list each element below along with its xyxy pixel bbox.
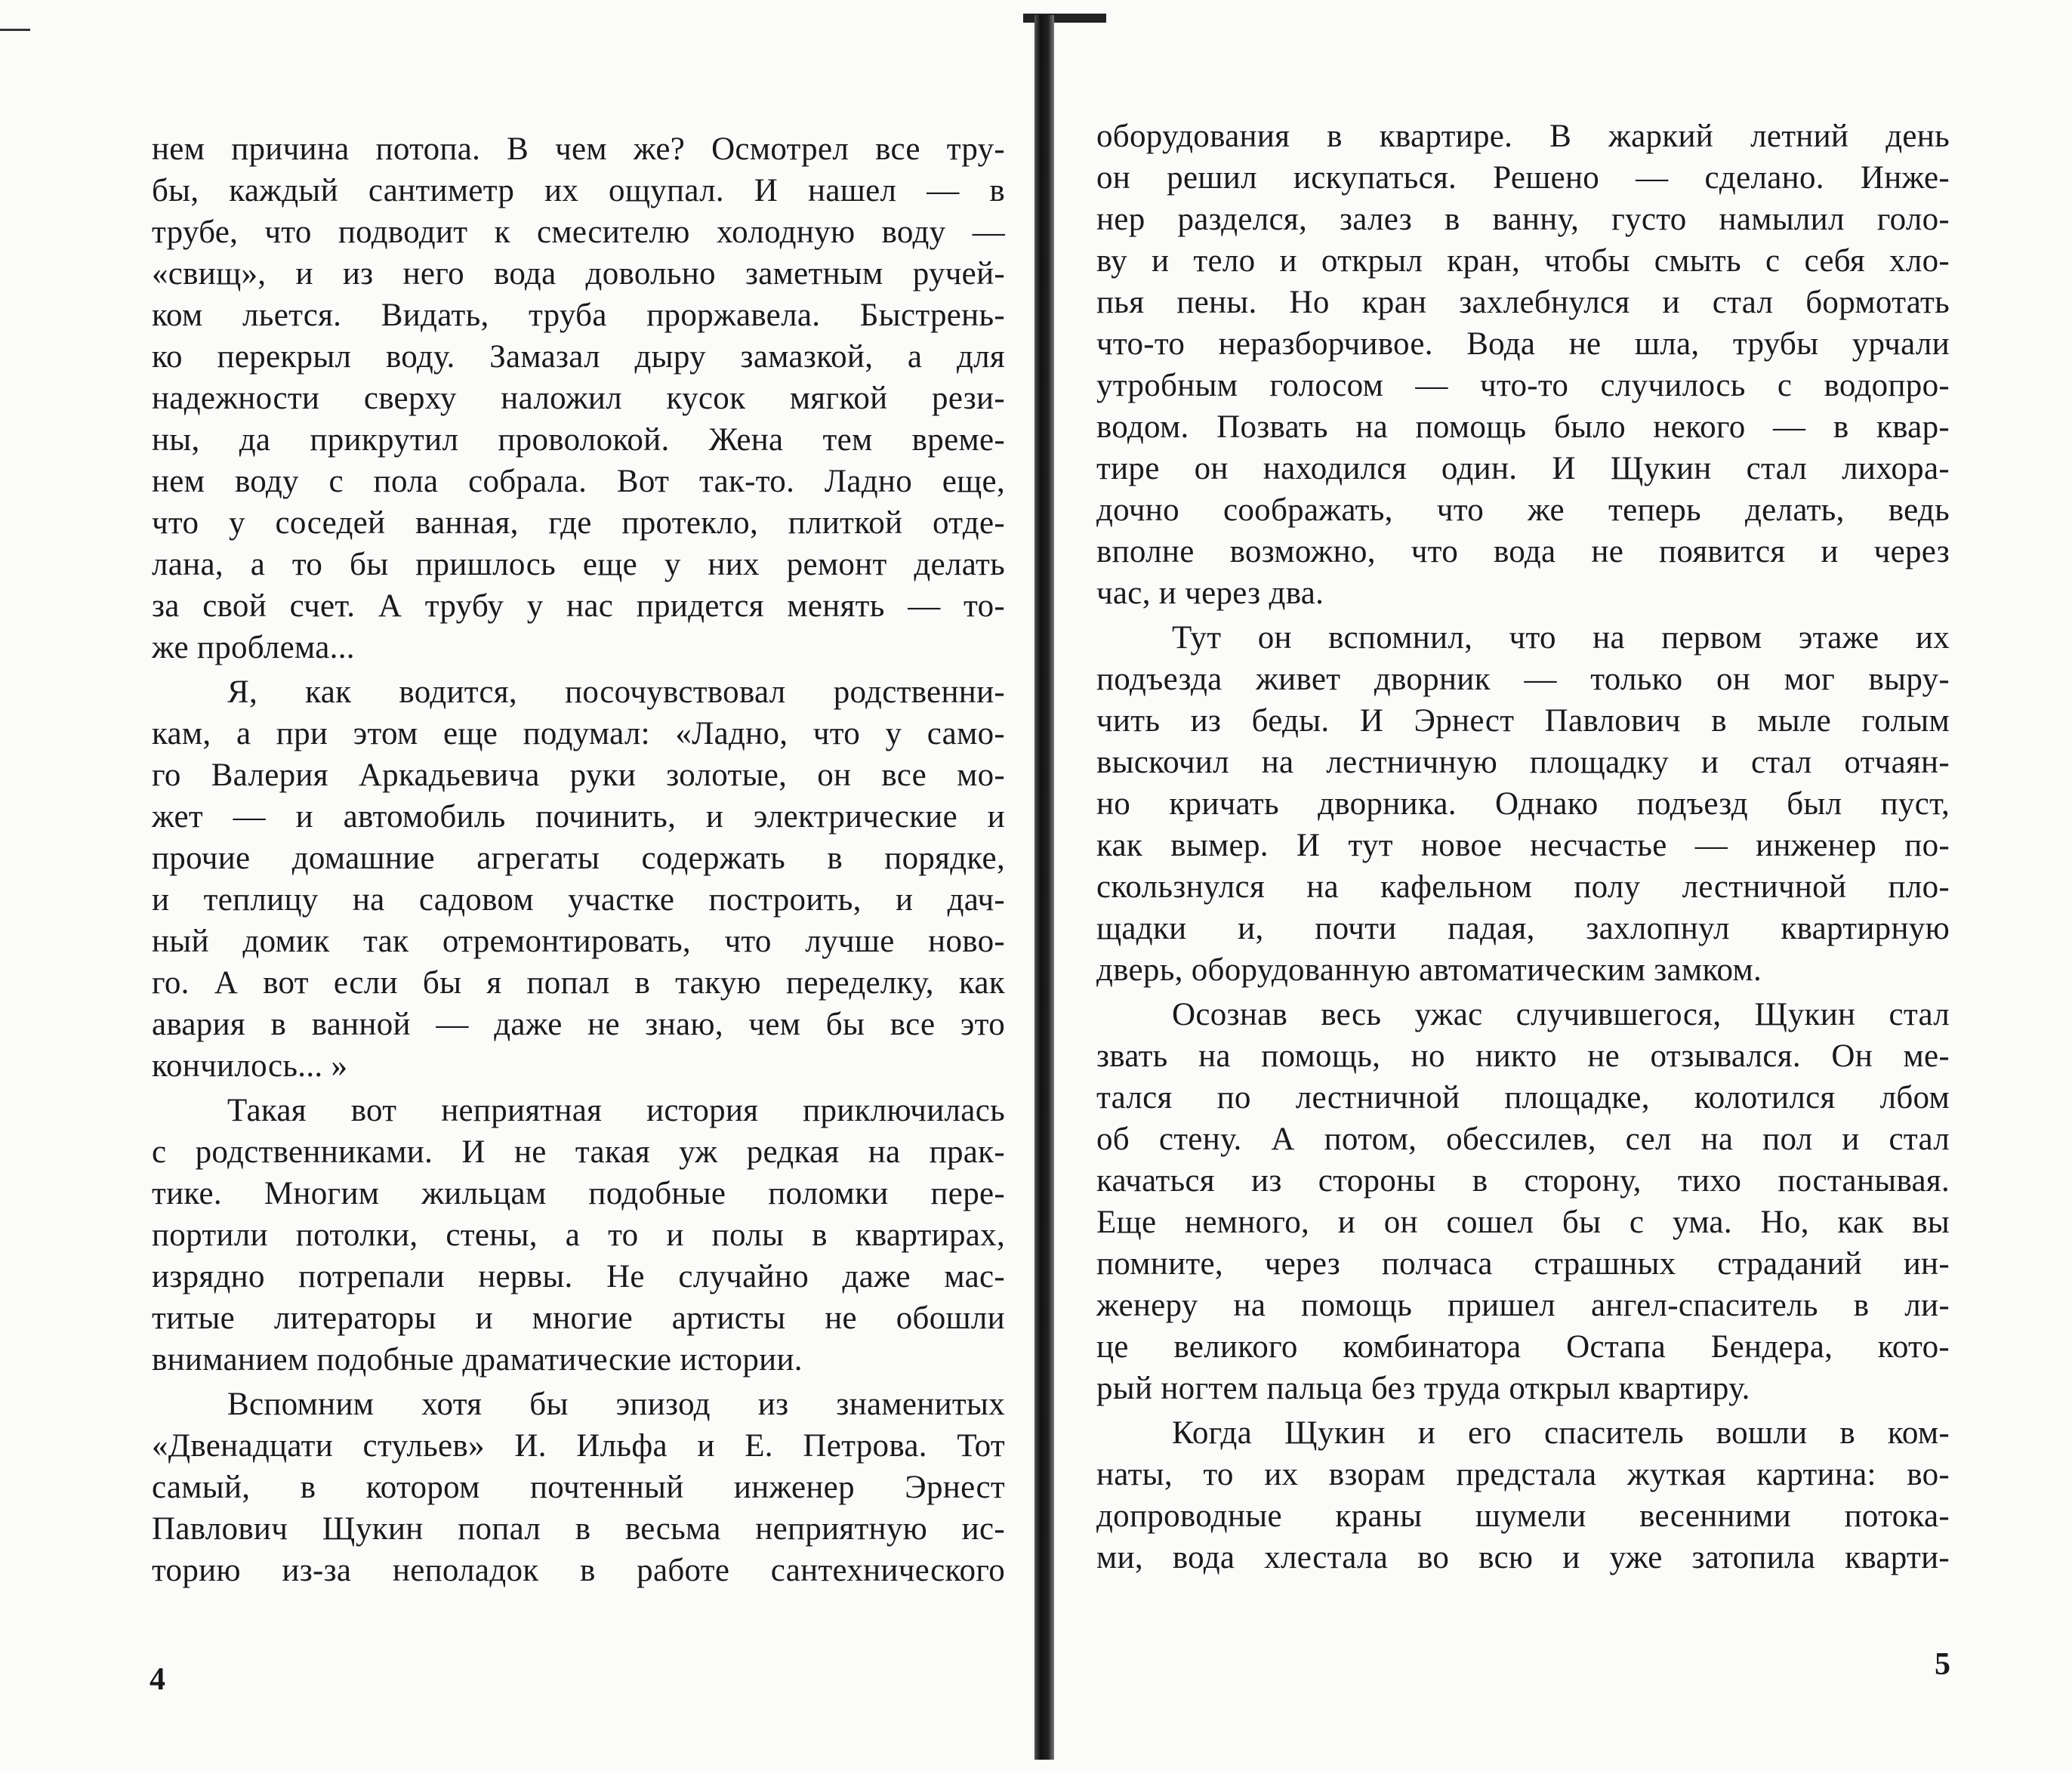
page-number-left: 4 [150, 1662, 165, 1697]
text-line: бы, каждый сантиметр их ощупал. И нашел — в [152, 173, 1005, 208]
text-line: Вспомним хотя бы эпизод из знаменитых [227, 1387, 1005, 1422]
text-line: прочие домашние агрегаты содержать в порядке, [152, 841, 1005, 876]
text-line: ный домик так отремонтировать, что лучше ново- [152, 924, 1005, 959]
text-line: Осознав весь ужас случившегося, Щукин стал [1172, 997, 1950, 1032]
text-line: го Валерия Аркадьевича руки золотые, он все мо- [152, 757, 1005, 793]
paragraph [152, 671, 1005, 1087]
text-line: Когда Щукин и его спаситель вошли в ком- [1172, 1415, 1950, 1451]
text-line: допроводные краны шумели весенними потока- [1096, 1498, 1950, 1534]
text-line: дверь, оборудованную автоматическим замком. [1096, 952, 1762, 988]
text-line: и теплицу на садовом участке построить, и дач- [152, 882, 1005, 918]
text-line: щадки и, почти падая, захлопнул квартирную [1096, 911, 1950, 946]
text-line: наты, то их взорам предстала жуткая картина: во- [1096, 1457, 1950, 1492]
text-line: портили потолки, стены, а то и полы в квартирах, [152, 1217, 1005, 1253]
text-line: це великого комбинатора Остапа Бендера, кото- [1096, 1329, 1950, 1365]
text-line: жет — и автомобиль починить, и электрические и [152, 799, 1005, 835]
paragraph [1096, 994, 1950, 1409]
text-line: но кричать дворника. Однако подъезд был пуст, [1096, 786, 1950, 822]
text-line: «свищ», и из него вода довольно заметным ручей- [152, 256, 1005, 292]
paragraph [1096, 617, 1950, 991]
text-line: го. А вот если бы я попал в такую переделку, как [152, 965, 1005, 1001]
text-line: авария в ванной — даже не знаю, чем бы все это [152, 1007, 1005, 1042]
paragraph [1096, 1412, 1950, 1578]
text-line: утробным голосом — что-то случилось с водопро- [1096, 368, 1950, 403]
text-line: Такая вот неприятная история приключилась [227, 1093, 1005, 1128]
page-number-right: 5 [1935, 1647, 1950, 1682]
text-line: Еще немного, и он сошел бы с ума. Но, как вы [1096, 1205, 1950, 1240]
text-line: ми, вода хлестала во всю и уже затопила кварти- [1096, 1540, 1950, 1575]
text-line: дочно соображать, что же теперь делать, ведь [1096, 492, 1950, 528]
text-line: ву и тело и открыл кран, чтобы смыть с себя хло- [1096, 243, 1950, 279]
text-line: пья пены. Но кран захлебнулся и стал бормотать [1096, 285, 1950, 320]
text-line: подъезда живет дворник — только он мог выру- [1096, 662, 1950, 697]
paragraph [1096, 116, 1950, 614]
text-line: тался по лестничной площадке, колотился лбом [1096, 1080, 1950, 1115]
left-page-text [152, 128, 1005, 1594]
text-line: час, и через два. [1096, 575, 1324, 611]
text-line: с родственниками. И не такая уж редкая на прак- [152, 1134, 1005, 1170]
text-line: нем воду с пола собрала. Вот так-то. Ладно еще, [152, 464, 1005, 499]
text-line: кончилось... » [152, 1048, 348, 1084]
text-line: качаться из стороны в сторону, тихо постанывая. [1096, 1163, 1950, 1199]
text-line: нем причина потопа. В чем же? Осмотрел все тру- [152, 131, 1005, 167]
text-line: звать на помощь, но никто не отзывался. Он ме- [1096, 1038, 1950, 1074]
text-line: «Двенадцати стульев» И. Ильфа и Е. Петрова. Тот [152, 1428, 1005, 1464]
text-line: вниманием подобные драматические истории. [152, 1342, 803, 1378]
text-line: женеру на помощь пришел ангел-спаситель в ли- [1096, 1288, 1950, 1323]
text-line: рый ногтем пальца без труда открыл квартиру. [1096, 1371, 1750, 1406]
text-line: чить из беды. И Эрнест Павлович в мыле голым [1096, 703, 1950, 739]
text-line: ком льется. Видать, труба проржавела. Быстрень- [152, 298, 1005, 333]
text-line: вполне возможно, что вода не появится и через [1096, 534, 1950, 569]
text-line: ны, да прикрутил проволокой. Жена тем време- [152, 422, 1005, 458]
text-line: нер разделся, залез в ванну, густо намылил голо- [1096, 202, 1950, 237]
text-line: изрядно потрепали нервы. Не случайно даже мас- [152, 1259, 1005, 1294]
text-line: скользнулся на кафельном полу лестничной пло- [1096, 869, 1950, 905]
text-line: лана, а то бы пришлось еще у них ремонт делать [152, 547, 1005, 582]
text-line: выскочил на лестничную площадку и стал отчаян- [1096, 745, 1950, 780]
text-line: об стену. А потом, обессилев, сел на пол и стал [1096, 1122, 1950, 1157]
text-line: оборудования в квартире. В жаркий летний день [1096, 119, 1950, 154]
text-line: за свой счет. А трубу у нас придется менять — то- [152, 588, 1005, 624]
text-line: ко перекрыл воду. Замазал дыру замазкой, а для [152, 339, 1005, 375]
text-line: водом. Позвать на помощь было некого — в квар- [1096, 409, 1950, 445]
paragraph [152, 128, 1005, 668]
book-binding-spine [1034, 15, 1054, 1760]
text-line: Тут он вспомнил, что на первом этаже их [1172, 620, 1950, 656]
text-line: трубе, что подводит к смесителю холодную воду — [152, 214, 1005, 250]
text-line: титые литераторы и многие артисты не обошли [152, 1300, 1005, 1336]
text-line: Я, как водится, посочувствовал родственни- [227, 674, 1005, 710]
scan-edge-mark [0, 29, 30, 31]
text-line: Павлович Щукин попал в весьма неприятную ис- [152, 1511, 1005, 1547]
paragraph [152, 1384, 1005, 1591]
text-line: как вымер. И тут новое несчастье — инженер по- [1096, 828, 1950, 863]
text-line: кам, а при этом еще подумал: «Ладно, что у само- [152, 716, 1005, 751]
text-line: что-то неразборчивое. Вода не шла, трубы урчали [1096, 326, 1950, 362]
right-page-text [1096, 116, 1950, 1581]
text-line: же проблема... [152, 630, 355, 665]
text-line: тире он находился один. И Щукин стал лихора- [1096, 451, 1950, 486]
text-line: что у соседей ванная, где протекло, плиткой отде- [152, 505, 1005, 541]
text-line: он решил искупаться. Решено — сделано. Инже- [1096, 160, 1950, 196]
text-line: надежности сверху наложил кусок мягкой рези- [152, 381, 1005, 416]
text-line: торию из-за неполадок в работе сантехнического [152, 1553, 1005, 1588]
text-line: самый, в котором почтенный инженер Эрнест [152, 1470, 1005, 1505]
text-line: тике. Многим жильцам подобные поломки пере- [152, 1176, 1005, 1211]
paragraph [152, 1090, 1005, 1381]
text-line: помните, через полчаса страшных страданий ин- [1096, 1246, 1950, 1282]
